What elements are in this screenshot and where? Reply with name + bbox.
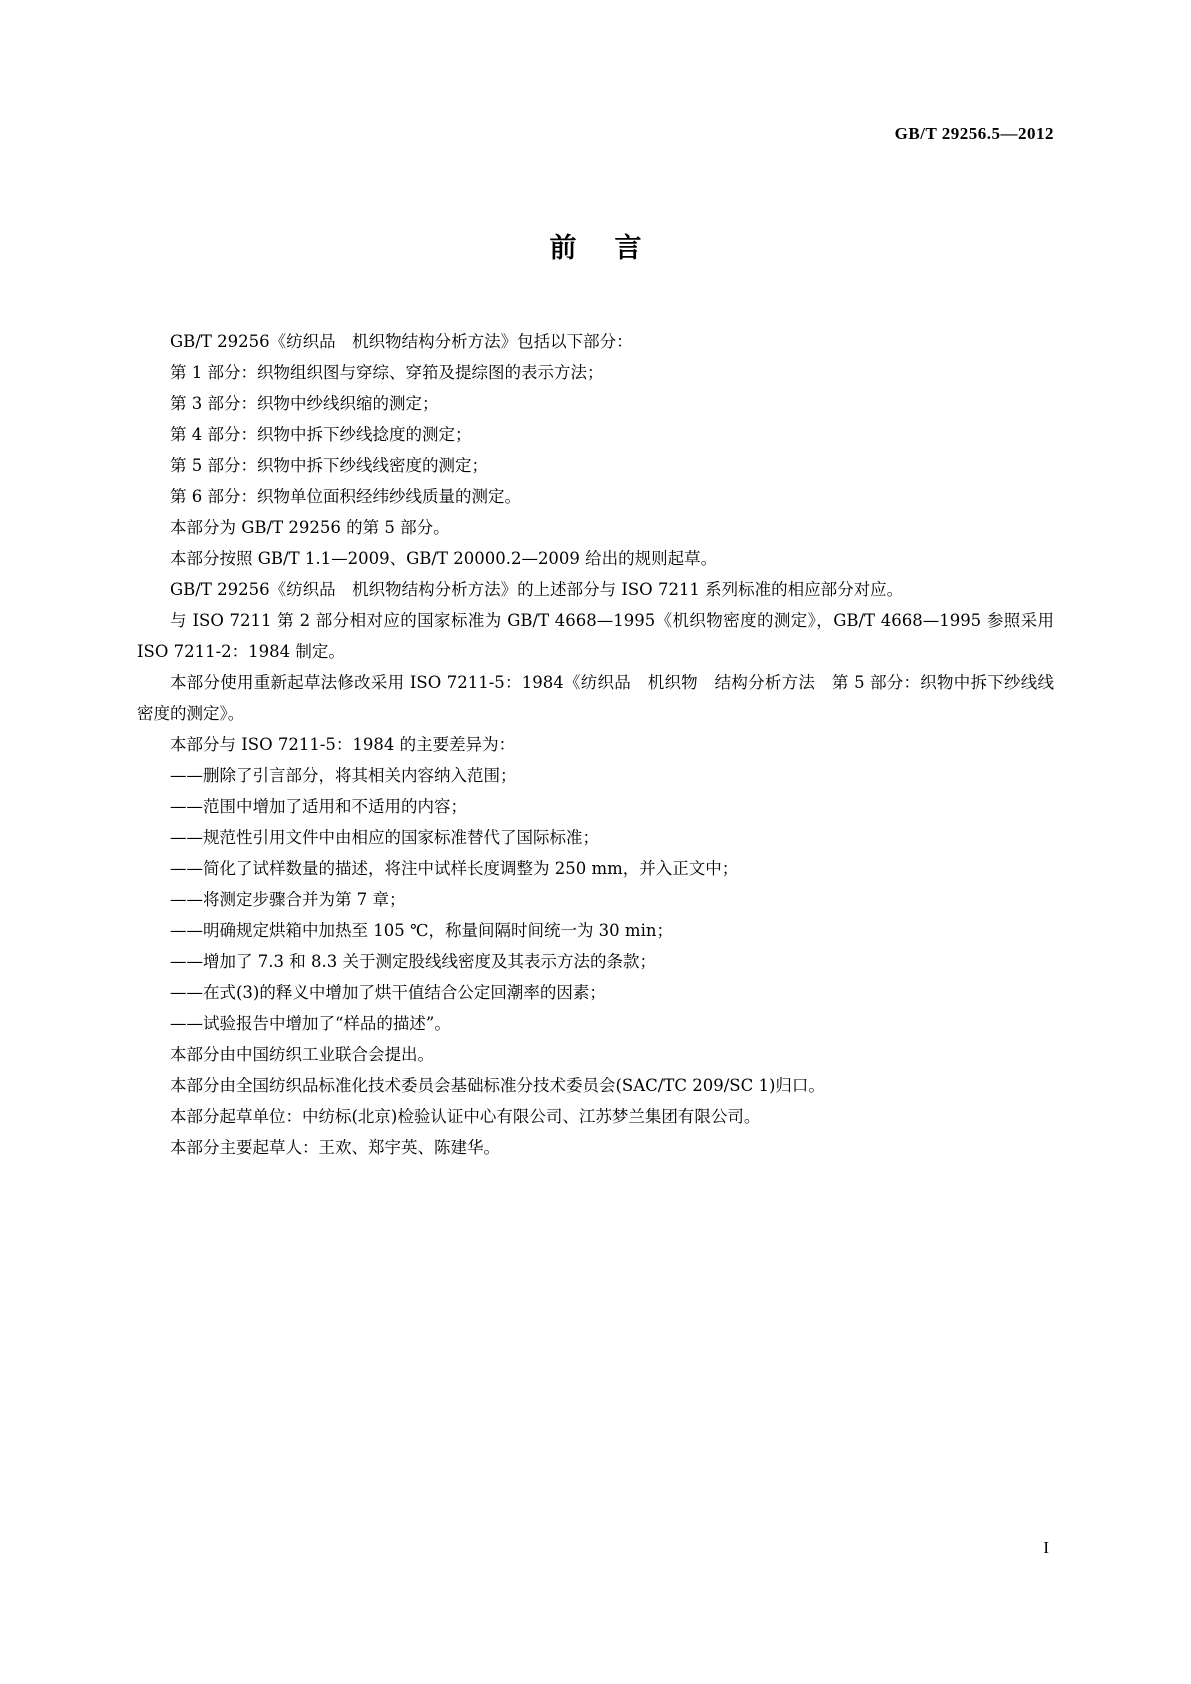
paragraph: 第 6 部分：织物单位面积经纬纱线质量的测定。 (170, 487, 521, 506)
list-item: ——删除了引言部分，将其相关内容纳入范围； (170, 766, 517, 785)
paragraph: GB/T 29256《纺织品 机织物结构分析方法》的上述部分与 ISO 7211 系列标准的相应部分对应。 (170, 580, 904, 599)
list-item: ——规范性引用文件中由相应的国家标准替代了国际标准； (170, 828, 599, 847)
list-item: ——将测定步骤合并为第 7 章； (170, 890, 406, 909)
list-item: ——增加了 7.3 和 8.3 关于测定股线线密度及其表示方法的条款； (170, 952, 656, 971)
paragraph: 与 ISO 7211 第 2 部分相对应的国家标准为 GB/T 4668—1995《机织物密度的测定》，GB/T 4668—1995 参照采用 ISO 7211-2：1984 制定。 (137, 611, 1054, 661)
paragraph: 本部分与 ISO 7211-5：1984 的主要差异为： (170, 735, 516, 754)
page-title: 前言 (549, 233, 680, 264)
foreword-body (137, 326, 1054, 1163)
list-item: ——明确规定烘箱中加热至 105 ℃，称量间隔时间统一为 30 min； (170, 921, 673, 940)
paragraph: 第 1 部分：织物组织图与穿综、穿筘及提综图的表示方法； (170, 363, 604, 382)
list-item: ——简化了试样数量的描述，将注中试样长度调整为 250 mm，并入正文中； (170, 859, 739, 878)
list-item: ——范围中增加了适用和不适用的内容； (170, 797, 467, 816)
list-item: ——试验报告中增加了“样品的描述”。 (170, 1014, 451, 1033)
list-item: ——在式(3)的释义中增加了烘干值结合公定回潮率的因素； (170, 983, 606, 1002)
paragraph: 本部分按照 GB/T 1.1—2009、GB/T 20000.2—2009 给出的规则起草。 (170, 549, 718, 568)
paragraph: 第 5 部分：织物中拆下纱线线密度的测定； (170, 456, 488, 475)
paragraph: 第 3 部分：织物中纱线织缩的测定； (170, 394, 439, 413)
paragraph: 本部分起草单位：中纺标(北京)检验认证中心有限公司、江苏梦兰集团有限公司。 (170, 1107, 761, 1126)
paragraph: 本部分使用重新起草法修改采用 ISO 7211-5：1984《纺织品 机织物 结构分析方法 第 5 部分：织物中拆下纱线线密度的测定》。 (137, 673, 1054, 723)
page-number: I (1043, 1538, 1049, 1557)
standard-code: GB/T 29256.5—2012 (894, 124, 1054, 143)
paragraph: 本部分由中国纺织工业联合会提出。 (170, 1045, 434, 1064)
paragraph: 第 4 部分：织物中拆下纱线捻度的测定； (170, 425, 472, 444)
paragraph: 本部分为 GB/T 29256 的第 5 部分。 (170, 518, 450, 537)
paragraph: 本部分主要起草人：王欢、郑宇英、陈建华。 (170, 1138, 500, 1157)
paragraph: 本部分由全国纺织品标准化技术委员会基础标准分技术委员会(SAC/TC 209/SC 1)归口。 (170, 1076, 825, 1095)
paragraph: GB/T 29256《纺织品 机织物结构分析方法》包括以下部分： (170, 332, 633, 351)
